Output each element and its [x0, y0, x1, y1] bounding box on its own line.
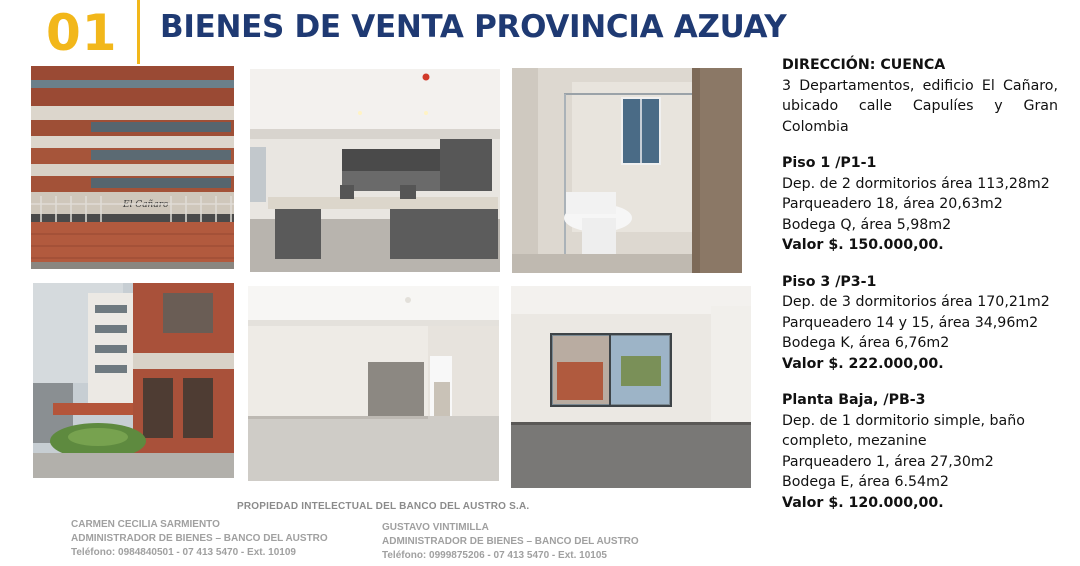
section-number: 01	[46, 4, 118, 62]
unit-line: Bodega K, área 6,76m2	[782, 335, 950, 351]
unit-line: Dep. de 3 dormitorios área 170,21m2	[782, 294, 1050, 310]
page-title: BIENES DE VENTA PROVINCIA AZUAY	[160, 9, 787, 45]
unit-heading: Piso 1 /P1-1	[782, 155, 877, 171]
unit-value: Valor $. 120.000,00.	[782, 494, 944, 511]
contact-role: ADMINISTRADOR DE BIENES – BANCO DEL AUSTRO	[382, 536, 639, 547]
contact-card-2	[382, 521, 639, 563]
kitchen-photo	[250, 69, 500, 272]
contact-card-1	[71, 518, 328, 560]
address-text: 3 Departamentos, edificio El Cañaro, ubicado calle Capulíes y Gran Colombia	[782, 77, 1058, 135]
contact-role: ADMINISTRADOR DE BIENES – BANCO DEL AUSTRO	[71, 533, 328, 544]
property-info	[782, 55, 1058, 513]
unit-value: Valor $. 222.000,00.	[782, 355, 944, 372]
unit-line: Dep. de 1 dormitorio simple, baño completo, mezanine	[782, 412, 1025, 449]
intellectual-property-note: PROPIEDAD INTELECTUAL DEL BANCO DEL AUSTRO S.A.	[237, 501, 530, 512]
contact-phone: Teléfono: 0999875206 - 07 413 5470 - Ext. 10105	[382, 550, 607, 561]
unit-line: Bodega E, área 6.54m2	[782, 474, 949, 490]
unit-line: Parqueadero 14 y 15, área 34,96m2	[782, 314, 1039, 331]
unit-line: Bodega Q, área 5,98m2	[782, 216, 952, 233]
living-room-photo	[248, 286, 499, 481]
unit-value: Valor $. 150.000,00.	[782, 237, 944, 253]
bathroom-photo	[512, 68, 742, 273]
unit-heading: Piso 3 /P3-1	[782, 273, 877, 290]
unit-block-p1	[782, 153, 1058, 256]
unit-block-p3	[782, 272, 1058, 375]
exterior-garden-photo	[33, 283, 234, 478]
unit-line: Dep. de 2 dormitorios área 113,28m2	[782, 175, 1050, 192]
contact-name: GUSTAVO VINTIMILLA	[382, 522, 489, 533]
header-divider	[137, 0, 140, 64]
window-room-photo	[511, 286, 751, 488]
building-sign: El Cañaro	[123, 200, 169, 210]
contact-phone: Teléfono: 0984840501 - 07 413 5470 - Ext. 10109	[71, 547, 296, 558]
contact-name: CARMEN CECILIA SARMIENTO	[71, 519, 220, 530]
unit-line: Parqueadero 18, área 20,63m2	[782, 196, 1003, 212]
unit-block-pb	[782, 390, 1058, 513]
unit-line: Parqueadero 1, área 27,30m2	[782, 453, 994, 470]
unit-heading: Planta Baja, /PB-3	[782, 392, 926, 408]
address-title: DIRECCIÓN: CUENCA	[782, 57, 946, 73]
building-exterior-photo	[31, 66, 234, 269]
